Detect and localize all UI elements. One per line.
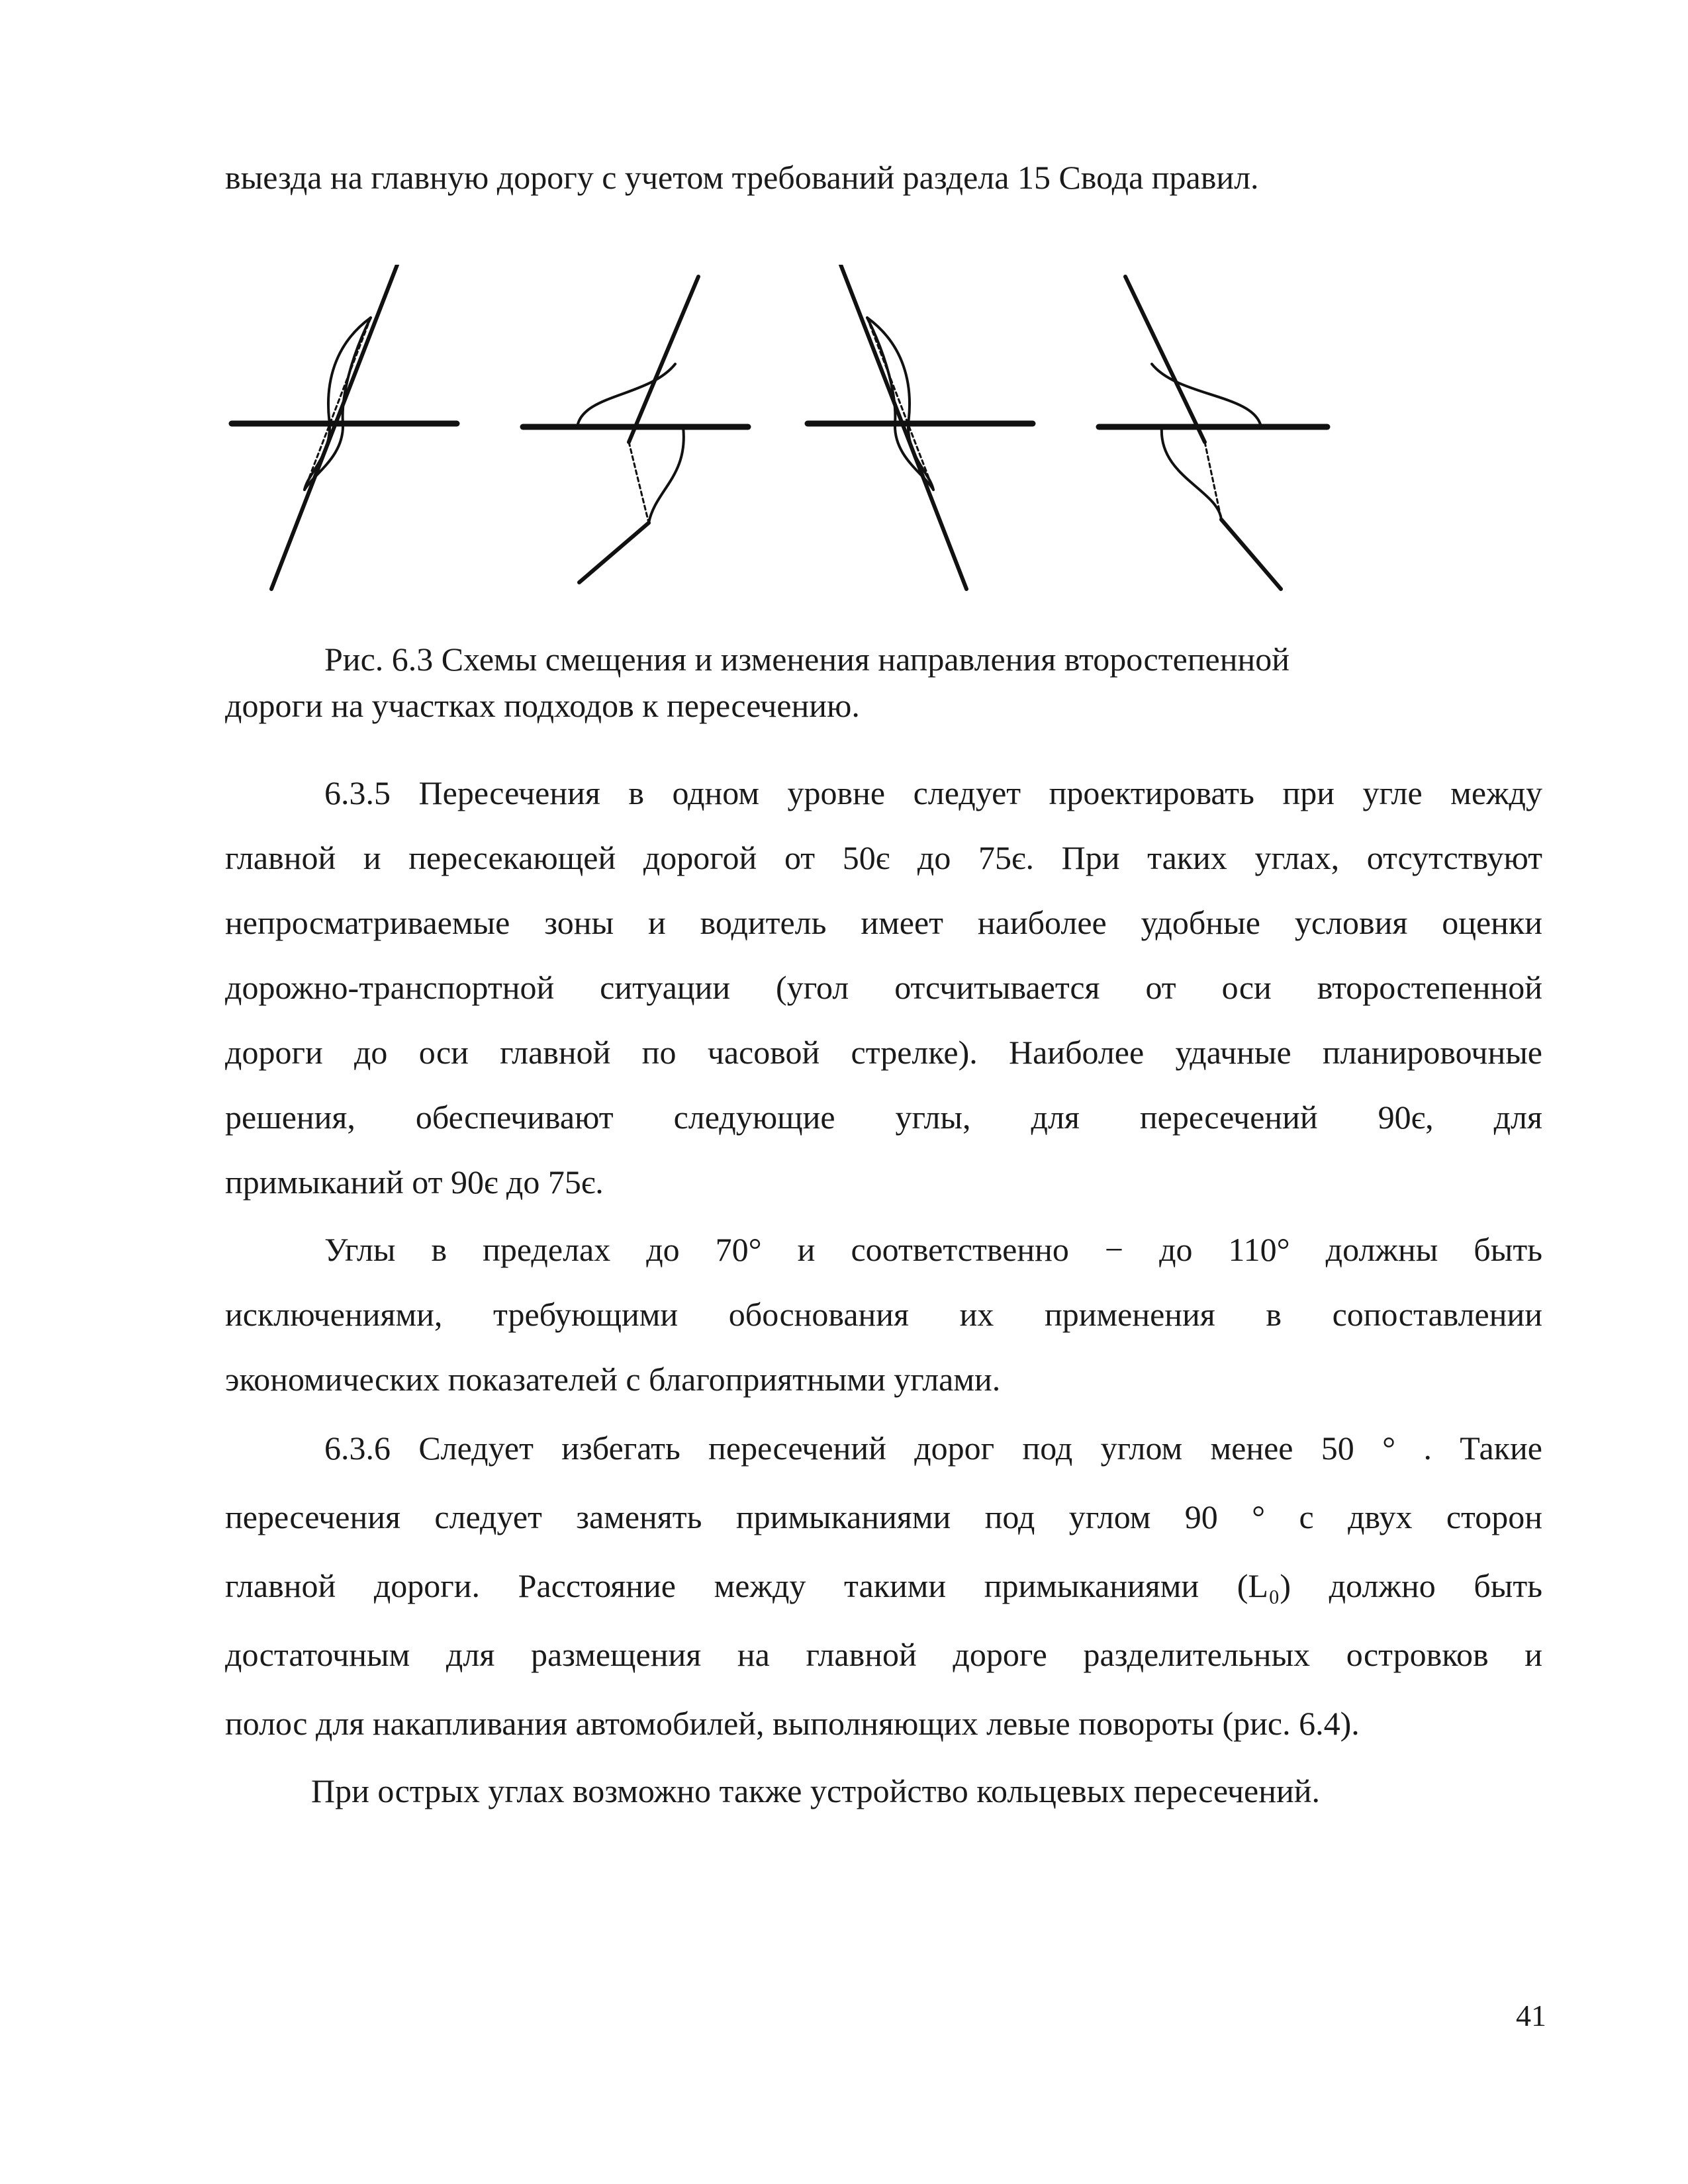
- axis-dashed: [1205, 442, 1221, 520]
- secondary-road-lower: [579, 523, 649, 582]
- secondary-road: [271, 265, 397, 589]
- section-635-line-2: главной и пересекающей дорогой от 50є до 75є. При таких углах, отсутствуют: [225, 839, 1542, 876]
- page-number: 41: [1516, 1999, 1546, 2032]
- scheme-4: [1099, 277, 1327, 589]
- figure-caption-line-1: Рис. 6.3 Схемы смещения и изменения направления второстепенной: [324, 641, 1289, 678]
- axis-dashed: [629, 442, 649, 523]
- offset-curve-upper: [577, 364, 675, 427]
- secondary-road: [841, 265, 966, 589]
- section-636-line-4: достаточным для размещения на главной дороге разделительных островков и: [225, 1636, 1542, 1673]
- section-636-line-2: пересечения следует заменять примыканиями под углом 90 ° с двух сторон: [225, 1498, 1542, 1535]
- section-635-line-3: непросматриваемые зоны и водитель имеет наиболее удобные условия оценки: [225, 904, 1542, 941]
- secondary-road: [1125, 277, 1205, 442]
- top-line: выезда на главную дорогу с учетом требований раздела 15 Свода правил.: [225, 159, 1259, 196]
- section-635-line-5: дороги до оси главной по часовой стрелке). Наиболее удачные планировочные: [225, 1034, 1542, 1071]
- scheme-2: [523, 277, 748, 582]
- figure-caption-line-2: дороги на участках подходов к пересечению.: [225, 687, 860, 724]
- angles-line-3: экономических показателей с благоприятными углами.: [225, 1361, 1001, 1398]
- figure-6-3-diagram: [225, 265, 1350, 609]
- angles-line-1: Углы в пределах до 70° и соответственно − до 110° должны быть: [324, 1231, 1542, 1268]
- section-636-line-5: полос для накапливания автомобилей, выполняющих левые повороты (рис. 6.4).: [225, 1705, 1360, 1742]
- scheme-3: [808, 265, 1033, 589]
- section-636-line-3: главной дороги. Расстояние между такими примыканиями (L₀) должно быть: [225, 1567, 1542, 1604]
- offset-curve-lower: [649, 427, 684, 523]
- offset-curve-upper: [1152, 364, 1261, 427]
- axis-dashed: [867, 318, 933, 490]
- secondary-road-lower: [1221, 520, 1281, 589]
- section-635-line-6: решения, обеспечивают следующие углы, для пересечений 90є, для: [225, 1099, 1542, 1136]
- section-635-line-4: дорожно-транспортной ситуации (угол отсчитывается от оси второстепенной: [225, 969, 1542, 1006]
- section-635-line-1: 6.3.5 Пересечения в одном уровне следует проектировать при угле между: [324, 774, 1542, 811]
- axis-dashed: [305, 318, 371, 490]
- secondary-road: [629, 277, 698, 442]
- last-paragraph: При острых углах возможно также устройство кольцевых пересечений.: [311, 1772, 1320, 1809]
- section-635-line-7: примыканий от 90є до 75є.: [225, 1163, 604, 1201]
- angles-line-2: исключениями, требующими обоснования их применения в сопоставлении: [225, 1296, 1542, 1333]
- scheme-1: [232, 265, 457, 589]
- section-636-line-1: 6.3.6 Следует избегать пересечений дорог под углом менее 50 ° . Такие: [324, 1430, 1542, 1467]
